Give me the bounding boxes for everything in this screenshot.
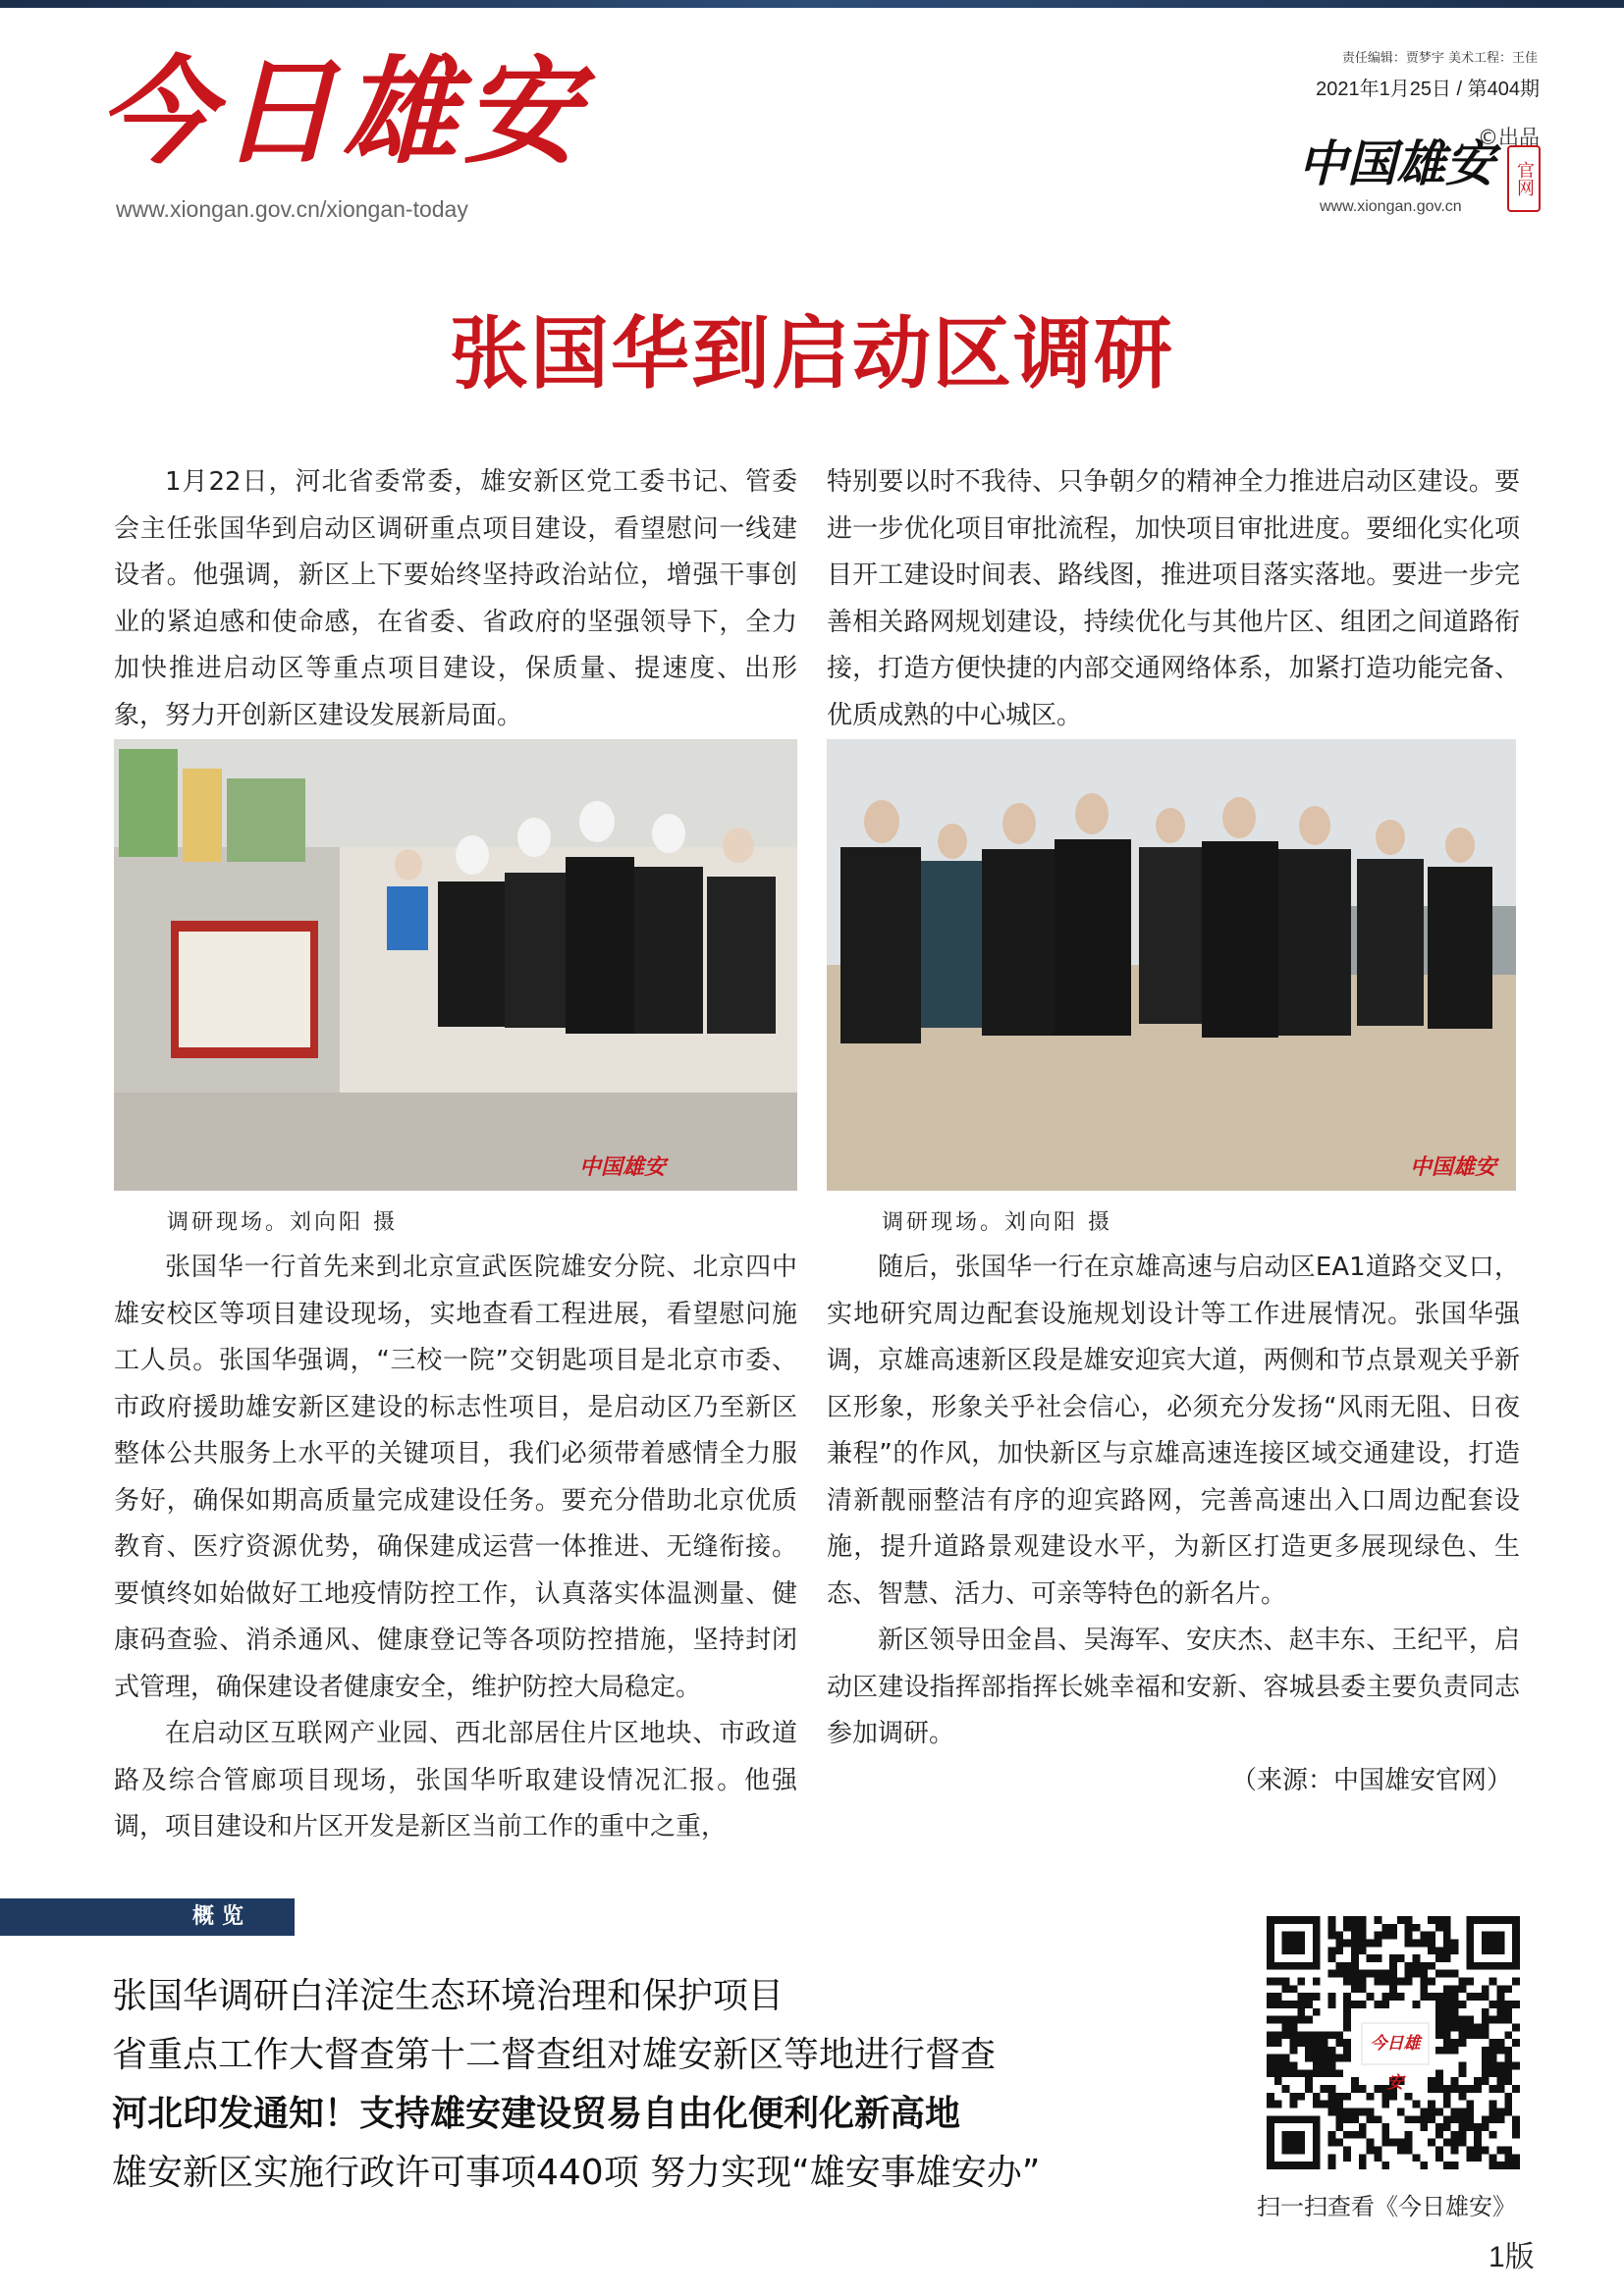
brand-url[interactable]: www.xiongan.gov.cn [1320,198,1462,215]
paragraph: 随后，张国华一行在京雄高速与启动区EA1道路交叉口，实地研究周边配套设施规划设计等工作进展情况。张国华强调，京雄高速新区段是雄安迎宾大道，两侧和节点景观关乎新区形象，形象关乎社会信心，必须充分发扬“风雨无阻、日夜兼程”的作风，加快新区与京雄高速连接区域交通建设，打造清新靓丽整洁有序的迎宾路网，完善高速出入口周边配套设施，提升道路景观建设水平，为新区打造更多展现绿色、生态、智慧、活力、可亲等特色的新名片。 [827,1253,1520,1609]
article-photo-2 [827,739,1516,1191]
article-column-2-top [827,459,1520,739]
qr-logo: 今日雄安 [1361,2022,1430,2065]
overview-link-4[interactable]: 雄安新区实施行政许可事项440项 努力实现“雄安事雄安办” [112,2153,1041,2193]
paragraph: 新区领导田金昌、吴海军、安庆杰、赵丰东、王纪平，启动区建设指挥部指挥长姚幸福和安新、容城县委主要负责同志参加调研。 [827,1626,1520,1748]
paragraph: 在启动区互联网产业园、西北部居住片区地块、市政道路及综合管廊项目现场，张国华听取建设情况汇报。他强调，项目建设和片区开发是新区当前工作的重中之重， [114,1719,797,1842]
overview-link-2[interactable]: 省重点工作大督查第十二督查组对雄安新区等地进行督查 [112,2035,997,2075]
paragraph: 张国华一行首先来到北京宣武医院雄安分院、北京四中雄安校区等项目建设现场，实地查看工程进展，看望慰问施工人员。张国华强调，“三校一院”交钥匙项目是北京市委、市政府援助雄安新区建设的标志性项目，是启动区乃至新区整体公共服务上水平的关键项目，我们必须带着感情全力服务好，确保如期高质量完成建设任务。要充分借助北京优质教育、医疗资源优势，确保建成运营一体推进、无缝衔接。要慎终如始做好工地疫情防控工作，认真落实体温测量、健康码查验、消杀通风、健康登记等各项防控措施，坚持封闭式管理，确保建设者健康安全，维护防控大局稳定。 [114,1253,797,1702]
overview-link-3[interactable]: 河北印发通知！支持雄安建设贸易自由化便利化新高地 [112,2094,961,2134]
brand-seal: 官网 [1507,145,1541,212]
brand-logo: 中国雄安 [1298,134,1494,192]
photo-watermark: 中国雄安 [579,1154,667,1180]
article-column-1-top [114,459,797,739]
overview-label: 概览 [192,1904,252,1929]
site-url[interactable]: www.xiongan.gov.cn/xiongan-today [116,196,468,222]
editors-credit: 责任编辑：贾梦宇 美术工程：王佳 [1341,51,1538,66]
masthead-logo: 今日雄安 [98,43,586,180]
overview-link-1[interactable]: 张国华调研白洋淀生态环境治理和保护项目 [112,1976,785,2016]
article-column-1-bottom [114,1245,797,1851]
article-headline: 张国华到启动区调研 [450,307,1174,400]
qr-caption: 扫一扫查看《今日雄安》 [1257,2193,1516,2220]
photo-watermark: 中国雄安 [1410,1154,1497,1180]
photo-caption-1: 调研现场。刘向阳 摄 [167,1210,398,1235]
article-source: （来源：中国雄安官网） [1230,1765,1512,1795]
paragraph: 特别要以时不我待、只争朝夕的精神全力推进启动区建设。要进一步优化项目审批流程，加快项目审批进度。要细化实化项目开工建设时间表、路线图，推进项目落实落地。要进一步完善相关路网规划建设，持续优化与其他片区、组团之间道路衔接，打造方便快捷的内部交通网络体系，加紧打造功能完备、优质成熟的中心城区。 [827,467,1520,730]
photo-caption-2: 调研现场。刘向阳 摄 [882,1210,1112,1235]
issue-date: 2021年1月25日 / 第404期 [1316,79,1540,100]
article-column-2-bottom [827,1245,1520,1804]
page-number: 1版 [1489,2241,1535,2273]
copyright-mark: ©出品 [1478,126,1540,149]
top-bar [0,0,1624,8]
paragraph: 1月22日，河北省委常委，雄安新区党工委书记、管委会主任张国华到启动区调研重点项目建设，看望慰问一线建设者。他强调，新区上下要始终坚持政治站位，增强干事创业的紧迫感和使命感，在省委、省政府的坚强领导下，全力加快推进启动区等重点项目建设，保质量、提速度、出形象，努力开创新区建设发展新局面。 [114,467,797,730]
article-photo-1 [114,739,797,1191]
